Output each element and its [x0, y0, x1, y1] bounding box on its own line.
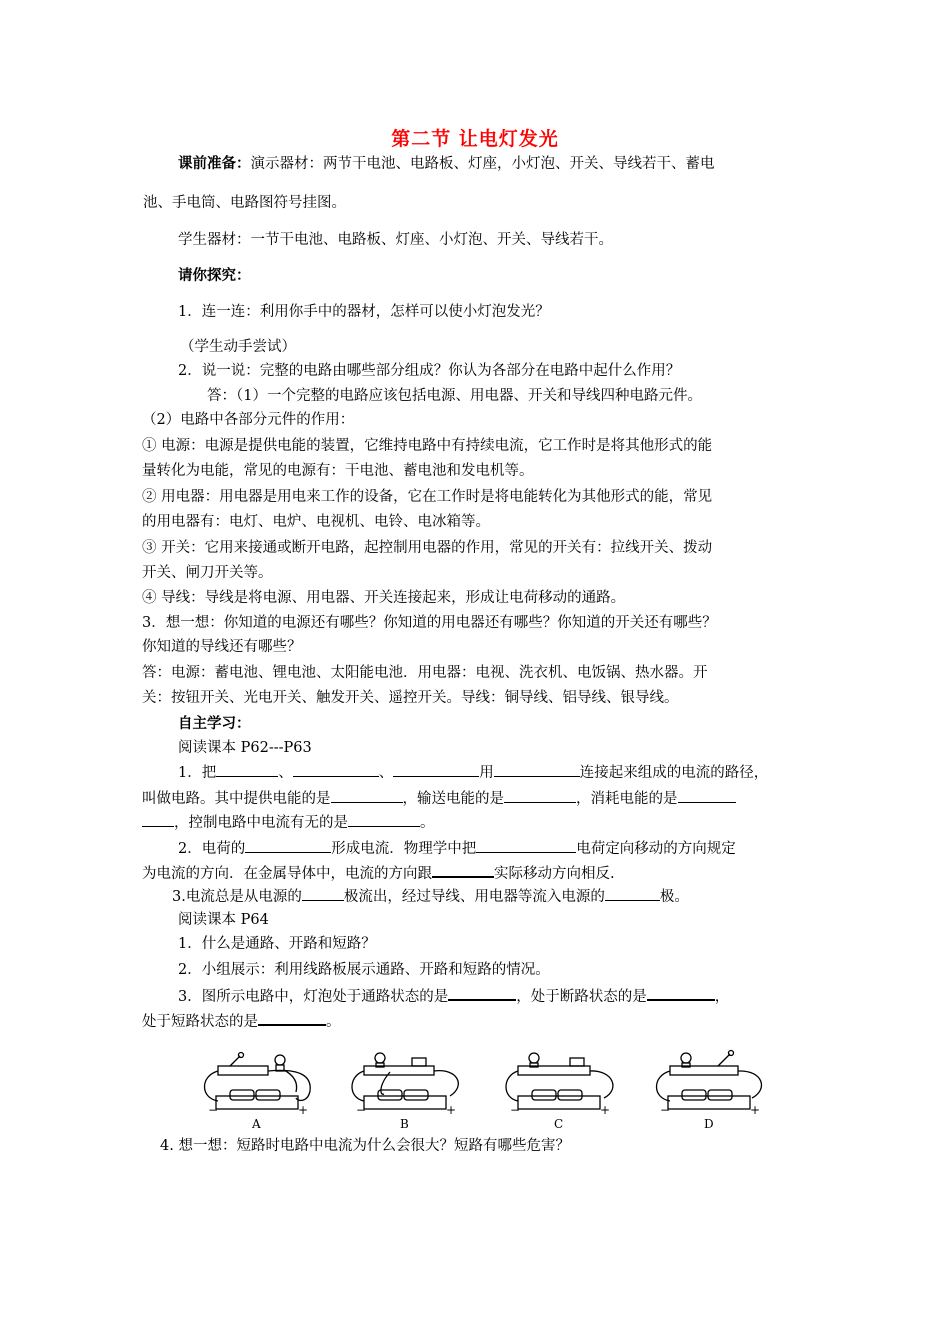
answer-blank[interactable] [302, 886, 344, 901]
svg-text:C: C [554, 1117, 564, 1131]
explore-q3a: 3．想一想：你知道的电源还有哪些？你知道的用电器还有哪些？你知道的开关还有哪些？ [142, 615, 717, 631]
explore-p1a: ① 电源：电源是提供电能的装置，它维持电路中有持续电流，它工作时是将其他形式的能 [142, 438, 713, 454]
fill-text: ，消耗电能的是 [576, 791, 678, 807]
switch [570, 1058, 584, 1066]
fill-text: ，控制电路中电流有无的是 [174, 815, 348, 831]
fill-2-line-2 [142, 862, 615, 884]
fill-text: 形成电流．物理学中把 [331, 841, 477, 857]
explore-q2: 2．说一说：完整的电路由哪些部分组成？你认为各部分在电路中起什么作用？ [178, 363, 681, 379]
svg-text:−: − [356, 1103, 367, 1117]
fill-text: 3．图所示电路中，灯泡处于通路状态的是 [178, 989, 449, 1005]
circuit-diagrams [200, 1046, 760, 1132]
answer-blank[interactable] [647, 985, 715, 1001]
circuit-diagram-b [350, 1046, 470, 1132]
battery-board [216, 1096, 298, 1109]
explore-q1: 1．连一连：利用你手中的器材，怎样可以使小灯泡发光？ [178, 304, 550, 320]
svg-text:+: + [750, 1103, 761, 1117]
self-read-1: 阅读课本 P62---P63 [178, 740, 312, 756]
battery [708, 1090, 732, 1100]
answer-blank[interactable] [494, 762, 580, 777]
circuit-diagram-a [200, 1046, 320, 1132]
explore-p1b: 量转化为电能，常见的电源有：干电池、蓄电池和发电机等。 [142, 463, 534, 479]
answer-blank[interactable] [605, 886, 660, 901]
fill-text: 。 [326, 1014, 341, 1030]
self-s2: 2．小组展示：利用线路板展示通路、开路和短路的情况。 [178, 962, 550, 978]
self-s1: 1．什么是通路、开路和短路？ [178, 936, 376, 952]
circuit-b-drawing [350, 1046, 470, 1132]
fill-2-line-1 [178, 838, 736, 859]
battery [682, 1090, 706, 1100]
svg-text:B: B [400, 1117, 409, 1131]
answer-blank[interactable] [448, 985, 516, 1001]
switch-board [218, 1066, 268, 1075]
self-study-heading: 自主学习： [178, 716, 251, 732]
answer-blank[interactable] [258, 1010, 326, 1026]
answer-blank[interactable] [216, 762, 278, 777]
answer-blank[interactable] [393, 762, 479, 777]
answer-blank[interactable] [142, 812, 174, 827]
answer-blank[interactable] [432, 862, 494, 878]
bulb [275, 1055, 285, 1065]
circuit-d-drawing [652, 1046, 772, 1132]
explore-q3b: 你知道的导线还有哪些？ [142, 639, 302, 655]
fill-text: 电荷定向移动的方向规定 [576, 841, 736, 857]
fill-text: 实际移动方向相反. [494, 866, 615, 882]
circuit-a-drawing [200, 1046, 320, 1132]
explore-heading: 请你探究： [178, 268, 251, 284]
answer-blank[interactable] [331, 788, 403, 803]
battery-board [518, 1096, 600, 1109]
battery-board [668, 1096, 750, 1109]
bulb [375, 1053, 385, 1063]
fill-text: ， [714, 989, 730, 1005]
prep-paragraph [178, 154, 715, 174]
svg-text:−: − [660, 1103, 671, 1117]
answer-blank[interactable] [678, 788, 736, 803]
explore-p3a: ③ 开关：它用来接通或断开电路，起控制用电器的作用，常见的开关有：拉线开关、拨动 [142, 540, 713, 556]
svg-text:−: − [510, 1103, 521, 1117]
explore-p2a: ② 用电器：用电器是用电来工作的设备，它在工作时是将电能转化为其他形式的能，常见 [142, 489, 713, 505]
fill-text: ，输送电能的是 [402, 791, 504, 807]
fill-text: 极流出，经过导线、用电器等流入电源的 [343, 889, 605, 905]
circuit-c-drawing [504, 1046, 624, 1132]
battery [230, 1090, 254, 1100]
fill-text: 、 [278, 765, 293, 781]
switch-board [670, 1066, 738, 1075]
answer-blank[interactable] [348, 812, 420, 827]
battery-board [364, 1096, 446, 1109]
svg-text:+: + [298, 1103, 309, 1117]
prep-demo-text: 演示器材：两节干电池、电路板、灯座，小灯泡、开关、导线若干、蓄电 [250, 156, 715, 172]
self-read-2: 阅读课本 P64 [178, 912, 269, 928]
prep-student-text: 学生器材：一节干电池、电路板、灯座、小灯泡、开关、导线若干。 [178, 232, 613, 248]
switch-board [364, 1066, 434, 1075]
bulb [529, 1053, 539, 1063]
switch-lever [718, 1054, 730, 1066]
explore-p4: ④ 导线：导线是将电源、用电器、开关连接起来，形成让电荷移动的通路。 [142, 590, 626, 606]
battery [558, 1090, 582, 1100]
explore-a2-2: （2）电路中各部分元件的作用： [142, 412, 355, 428]
switch-lever [230, 1056, 240, 1066]
fill-text: 极。 [659, 889, 689, 905]
fill-text: 2．电荷的 [178, 841, 246, 857]
explore-a2-1: 答：（1）一个完整的电路应该包括电源、用电器、开关和导线四种电路元件。 [207, 388, 702, 404]
fill-text: 、 [378, 765, 394, 781]
fill-text: 1．把 [178, 765, 217, 781]
page-title: 第二节 让电灯发光 [391, 128, 559, 150]
svg-text:+: + [446, 1103, 457, 1117]
fill-text: 3.电流总是从电源的 [172, 889, 302, 905]
fill-text: 用 [479, 765, 494, 781]
fill-text: ，处于断路状态的是 [516, 989, 647, 1005]
svg-text:+: + [600, 1103, 611, 1117]
fill-1-line-3 [142, 812, 435, 833]
fill-1-line-1 [178, 762, 768, 783]
self-s3-line-1 [178, 985, 729, 1007]
prep-label: 课前准备： [178, 156, 251, 172]
svg-text:D: D [704, 1117, 714, 1131]
fill-text: 处于短路状态的是 [142, 1014, 258, 1030]
fill-text: 。 [420, 815, 435, 831]
fill-text: 叫做电路。其中提供电能的是 [142, 791, 331, 807]
battery [532, 1090, 556, 1100]
fill-text: 连接起来组成的电流的路径， [579, 765, 769, 781]
answer-blank[interactable] [504, 788, 576, 803]
battery [256, 1090, 280, 1100]
explore-p3b: 开关、闸刀开关等。 [142, 565, 273, 581]
answer-blank[interactable] [293, 762, 379, 777]
explore-q1-note: （学生动手尝试） [180, 339, 296, 355]
explore-a3b: 关：按钮开关、光电开关、触发开关、遥控开关。导线：铜导线、铝导线、银导线。 [142, 690, 679, 706]
self-s4: 4. 想一想：短路时电路中电流为什么会很大？短路有哪些危害？ [160, 1138, 570, 1154]
answer-blank[interactable] [245, 838, 331, 853]
switch-board [518, 1066, 590, 1075]
svg-text:−: − [208, 1103, 219, 1117]
svg-text:A: A [252, 1117, 261, 1131]
circuit-diagram-c [504, 1046, 624, 1132]
explore-p2b: 的用电器有：电灯、电炉、电视机、电铃、电冰箱等。 [142, 514, 490, 530]
answer-blank[interactable] [476, 838, 576, 853]
switch [412, 1058, 426, 1066]
explore-a3a: 答：电源：蓄电池、锂电池、太阳能电池．用电器：电视、洗衣机、电饭锅、热水器。开 [142, 665, 708, 681]
fill-3 [172, 886, 689, 907]
prep-demo-continued: 池、手电筒、电路图符号挂图。 [143, 195, 346, 211]
fill-1-line-2 [142, 788, 736, 809]
circuit-diagram-d [652, 1046, 772, 1132]
self-s3-line-2 [142, 1010, 341, 1032]
bulb [681, 1053, 691, 1063]
battery [404, 1090, 428, 1100]
fill-text: 为电流的方向．在金属导体中，电流的方向跟 [142, 866, 432, 882]
